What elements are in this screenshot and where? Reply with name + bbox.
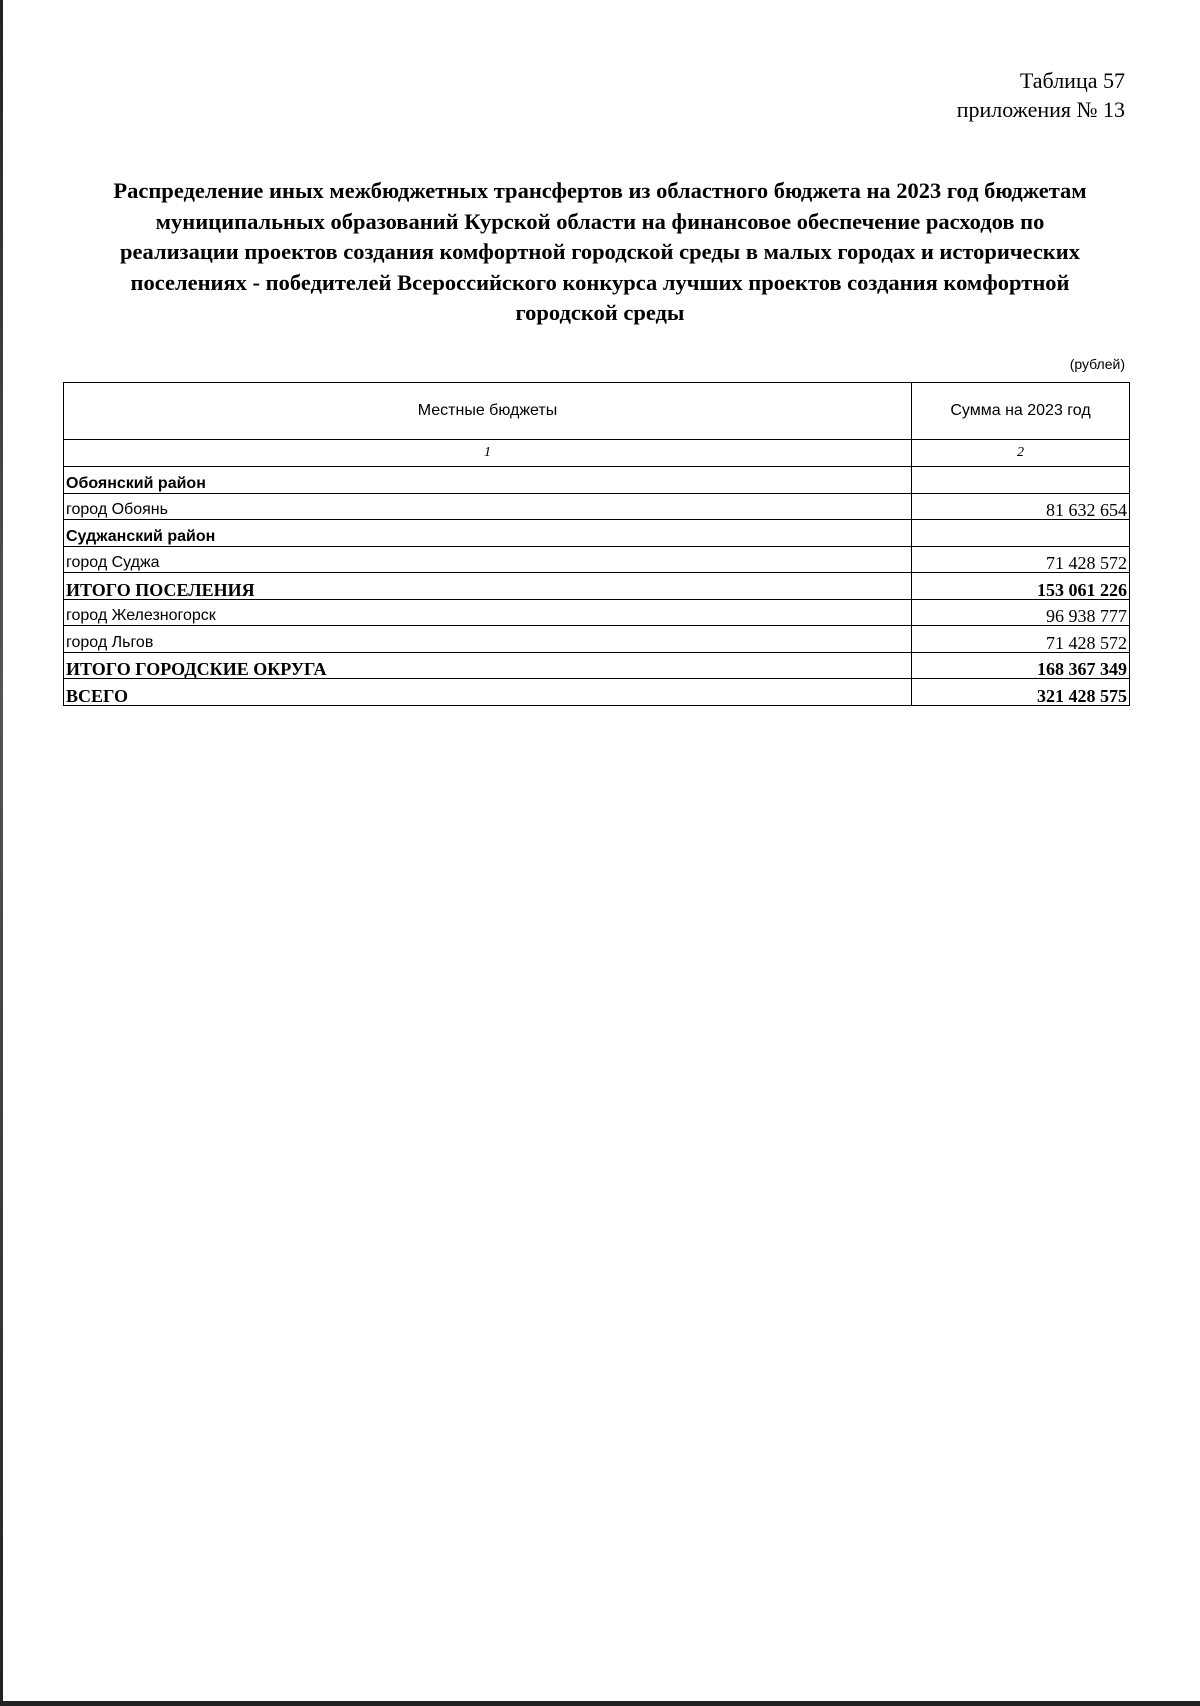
- scan-edge-bottom: [0, 1701, 1200, 1706]
- header-local-budgets: Местные бюджеты: [64, 383, 912, 440]
- table-row: [64, 546, 1130, 573]
- table-row: [64, 573, 1130, 600]
- table-row: [64, 467, 1130, 494]
- table-header-row: [64, 383, 1130, 440]
- document-header: [957, 66, 1125, 124]
- row-amount: 96 938 777: [912, 599, 1130, 626]
- row-name: ВСЕГО: [64, 679, 912, 706]
- column-number-row: [64, 440, 1130, 467]
- title-line: реализации проектов создания комфортной городской среды в малых городах и исторических: [120, 239, 1080, 264]
- table-row: [64, 599, 1130, 626]
- row-amount: 81 632 654: [912, 493, 1130, 520]
- table-row: [64, 626, 1130, 653]
- units-label: (рублей): [1069, 356, 1125, 372]
- row-amount: [912, 520, 1130, 547]
- row-amount: 321 428 575: [912, 679, 1130, 706]
- table-body: [64, 467, 1130, 706]
- table-row: [64, 493, 1130, 520]
- title-line: Распределение иных межбюджетных трансфертов из областного бюджета на 2023 год бюджетам: [113, 178, 1087, 203]
- row-name: город Железногорск: [64, 599, 912, 626]
- row-name: город Льгов: [64, 626, 912, 653]
- row-amount: 168 367 349: [912, 652, 1130, 679]
- column-number: 1: [64, 440, 912, 467]
- scan-edge-left: [0, 0, 3, 1706]
- table-label: Таблица 57: [1019, 68, 1125, 93]
- header-amount-2023: Сумма на 2023 год: [912, 383, 1130, 440]
- table-row: [64, 520, 1130, 547]
- column-number: 2: [912, 440, 1130, 467]
- row-name: Обоянский район: [64, 467, 912, 494]
- row-name: город Обоянь: [64, 493, 912, 520]
- title-line: городской среды: [515, 300, 685, 325]
- row-amount: 71 428 572: [912, 546, 1130, 573]
- row-name: ИТОГО ГОРОДСКИЕ ОКРУГА: [64, 652, 912, 679]
- row-name: город Суджа: [64, 546, 912, 573]
- table-row: [64, 652, 1130, 679]
- title-line: муниципальных образований Курской области на финансовое обеспечение расходов по: [155, 208, 1045, 234]
- row-amount: [912, 467, 1130, 494]
- budget-table: [63, 382, 1130, 706]
- table-row: [64, 679, 1130, 706]
- row-amount: 71 428 572: [912, 626, 1130, 653]
- document-title: [60, 176, 1140, 329]
- row-name: ИТОГО ПОСЕЛЕНИЯ: [64, 573, 912, 600]
- title-line: поселениях - победителей Всероссийского конкурса лучших проектов создания комфортной: [130, 269, 1070, 295]
- row-name: Суджанский район: [64, 520, 912, 547]
- appendix-label: приложения № 13: [956, 97, 1125, 122]
- row-amount: 153 061 226: [912, 573, 1130, 600]
